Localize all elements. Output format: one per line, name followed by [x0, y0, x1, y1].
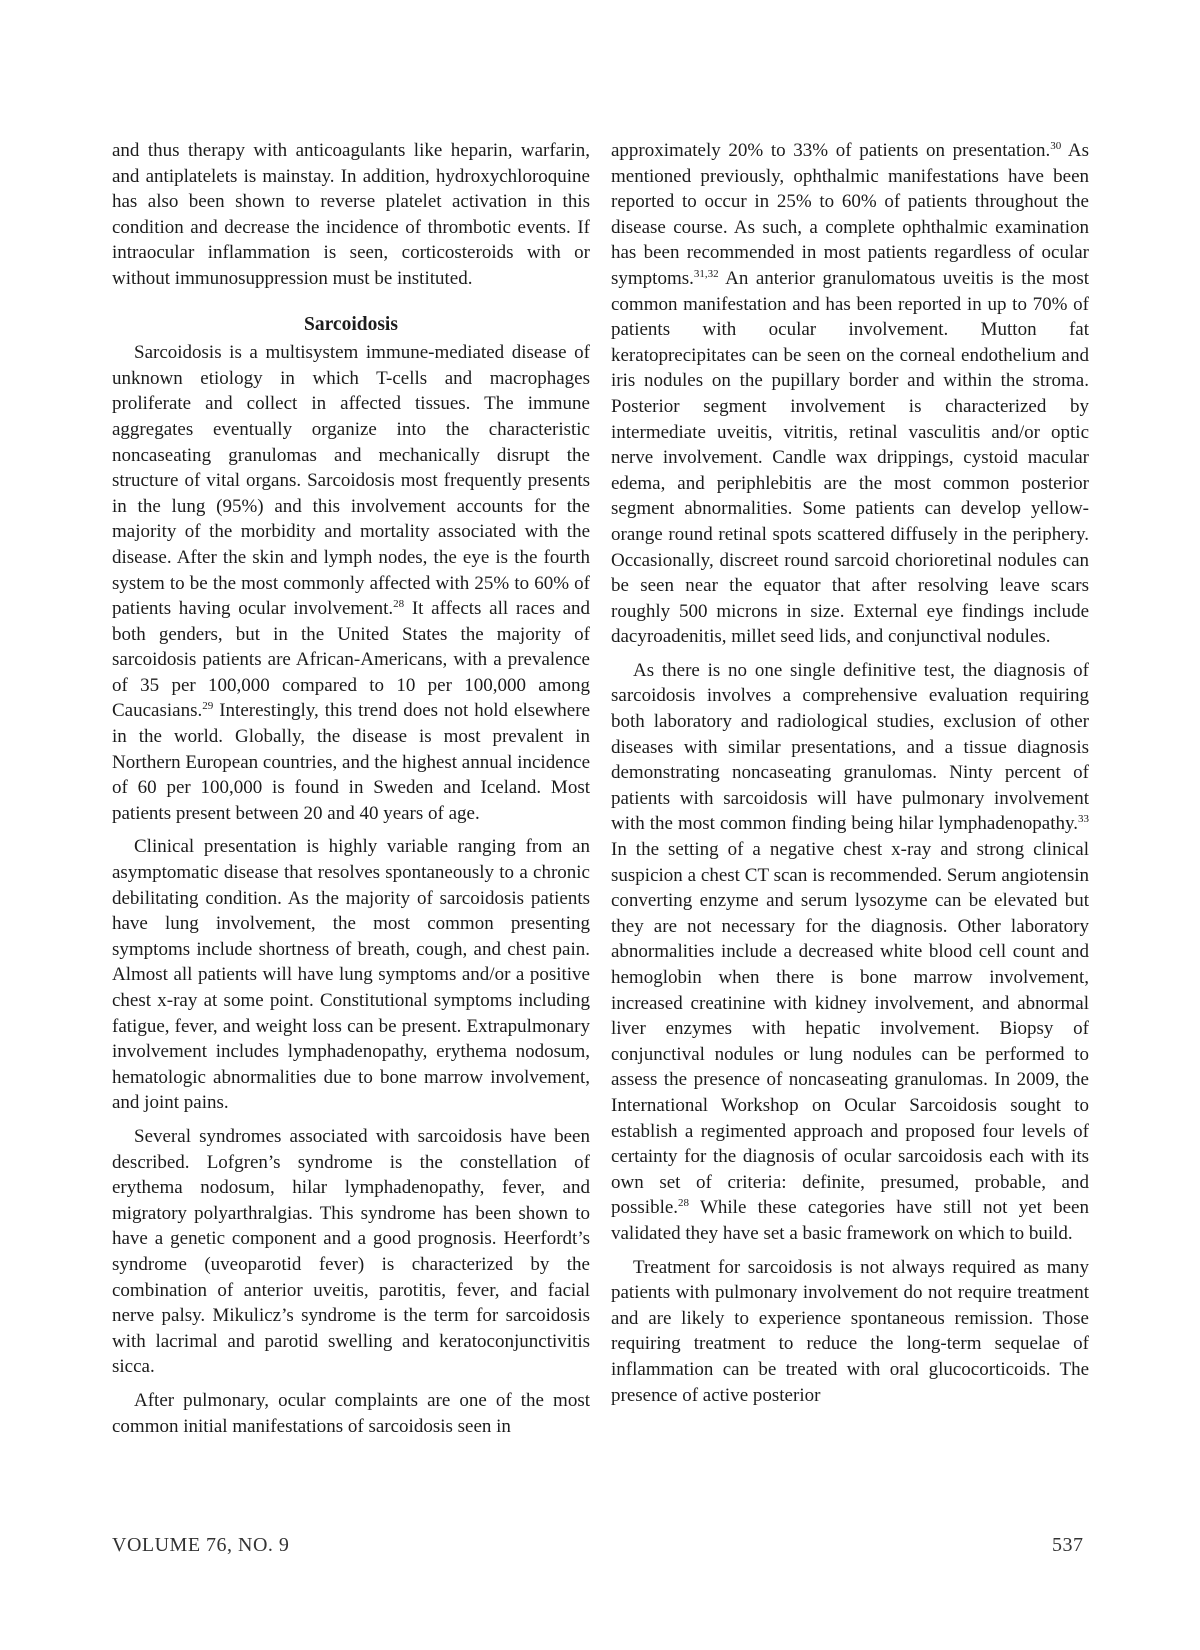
footer-volume: VOLUME 76, NO. 9	[112, 1534, 290, 1556]
footer-page-number: 537	[1052, 1534, 1084, 1556]
paragraph-syndromes: Several syndromes associated with sarcoidosis have been described. Lofgren’s syndrome is the constellation of erythema nodosum, hilar lymphadenopathy, fever, and migratory polyarthralgias. This syndrome has been shown to have a genetic component and a good prognosis. Heerfordt’s syndrome (uveoparotid fever) is characterized by the combination of anterior uveitis, parotitis, fever, and facial nerve palsy. Mikulicz’s syndrome is the term for sarcoidosis with lacrimal and parotid swelling and keratoconjunctivitis sicca.	[112, 1125, 590, 1378]
right-column	[611, 138, 1089, 1408]
text-run: As there is no one single definitive test, the diagnosis of sarcoidosis involves a comprehensive evaluation requiring both laboratory and radiological studies, exclusion of other diseases with similar presentations, and a tissue diagnosis demonstrating noncaseating granulomas. Ninty percent of patients with sarcoidosis will have pulmonary involvement with the most common finding being hilar lymphadenopathy.	[611, 659, 1089, 835]
citation-ref: 30	[1050, 140, 1062, 152]
section-heading-sarcoidosis: Sarcoidosis	[304, 313, 398, 335]
paragraph-continued: and thus therapy with anticoagulants like heparin, warfarin, and antiplatelets is mainstay. In addition, hydroxychloroquine has also been shown to reverse platelet activation in this condition and decrease the incidence of thrombotic events. If intraocular inflammation is seen, corticosteroids with or without immunosuppression must be instituted.	[112, 140, 590, 289]
paragraph-clinical-presentation: Clinical presentation is highly variable ranging from an asymptomatic disease that resolves spontaneously to a chronic debilitating condition. As the majority of sarcoidosis patients have lung involvement, the most common presenting symptoms include shortness of breath, cough, and chest pain. Almost all patients will have lung symptoms and/or a positive chest x-ray at some point. Constitutional symptoms including fatigue, fever, and weight loss can be present. Extrapulmonary involvement includes lymphadenopathy, erythema nodosum, hematologic abnormalities due to bone marrow involvement, and joint pains.	[112, 836, 590, 1114]
text-run: Sarcoidosis is a multisystem immune-mediated disease of unknown etiology in which T-cells and macrophages proliferate and collect in affected tissues. The immune aggregates eventually organize into the characteristic noncaseating granulomas and mechanically disrupt the structure of vital organs. Sarcoidosis most frequently presents in the lung (95%) and this involvement accounts for the majority of the morbidity and mortality associated with the disease. After the skin and lymph nodes, the eye is the fourth system to be the most commonly affected with 25% to 60% of patients having ocular involvement.	[112, 342, 590, 620]
citation-ref: 28	[393, 598, 405, 611]
citation-ref: 33	[1078, 813, 1089, 826]
text-run: In the setting of a negative chest x-ray and strong clinical suspicion a chest CT scan is recommended. Serum angiotensin converting enzyme and serum lysozyme can be elevated but they are not necessary for the diagnosis. Other laboratory abnormalities include a decreased white blood cell count and hemoglobin when there is bone marrow involvement, increased creatinine with kidney involvement, and abnormal liver enzymes with hepatic involvement. Biopsy of conjunctival nodules or lung nodules can be performed to assess the presence of noncaseating granulomas. In 2009, the International Workshop on Ocular Sarcoidosis sought to establish a regimented approach and proposed four levels of certainty for the diagnosis of ocular sarcoidosis each with its own set of criteria: definite, presumed, probable, and possible.	[611, 839, 1089, 1219]
paragraph-diagnosis	[611, 658, 1089, 1247]
citation-ref: 31,32	[693, 267, 719, 280]
left-column	[112, 138, 590, 1439]
paragraph-treatment: Treatment for sarcoidosis is not always required as many patients with pulmonary involvement do not require treatment and are likely to experience spontaneous remission. Those requiring treatment to reduce the long-term sequelae of inflammation can be treated with oral glucocorticoids. The presence of active posterior	[611, 1256, 1089, 1406]
text-run: approximately 20% to 33% of patients on presentation.	[611, 140, 1051, 161]
paragraph-ocular-manifestations	[611, 138, 1089, 650]
text-run: Interestingly, this trend does not hold elsewhere in the world. Globally, the disease is most prevalent in Northern European countries, and the highest annual incidence of 60 per 100,000 is found in Sweden and Iceland. Most patients present between 20 and 40 years of age.	[112, 700, 590, 824]
paragraph-sarcoidosis-intro	[112, 340, 590, 826]
citation-ref: 28	[678, 1197, 690, 1210]
text-run: An anterior granulomatous uveitis is the most common manifestation and has been reported in up to 70% of patients with ocular involvement. Mutton fat keratoprecipitates can be seen on the corneal endothelium and iris nodules on the pupillary border and within the stroma. Posterior segment involvement is characterized by intermediate uveitis, vitritis, retinal vasculitis and/or optic nerve involvement. Candle wax drippings, cystoid macular edema, and periphlebitis are the most common posterior segment abnormalities. Some patients can develop yellow-orange round retinal spots scattered diffusely in the periphery. Occasionally, discreet round sarcoid chorioretinal nodules can be seen near the equator that after resolving leave scars roughly 500 microns in size. External eye findings include dacyroadenitis, millet seed lids, and conjunctival nodules.	[611, 267, 1089, 648]
citation-ref: 29	[202, 700, 214, 713]
text-run: As mentioned previously, ophthalmic manifestations have been reported to occur in 25% to 60% of patients throughout the disease course. As such, a complete ophthalmic examination has been recommended in most patients regardless of ocular symptoms.	[611, 140, 1089, 289]
paragraph-ocular-complaints: After pulmonary, ocular complaints are one of the most common initial manifestations of sarcoidosis seen in	[112, 1389, 590, 1437]
text-run: While these categories have still not yet been validated they have set a basic framework on which to build.	[611, 1197, 1089, 1244]
text-run: It affects all races and both genders, but in the United States the majority of sarcoidosis patients are African-Americans, with a prevalence of 35 per 100,000 compared to 10 per 100,000 among Caucasians.	[112, 598, 590, 722]
